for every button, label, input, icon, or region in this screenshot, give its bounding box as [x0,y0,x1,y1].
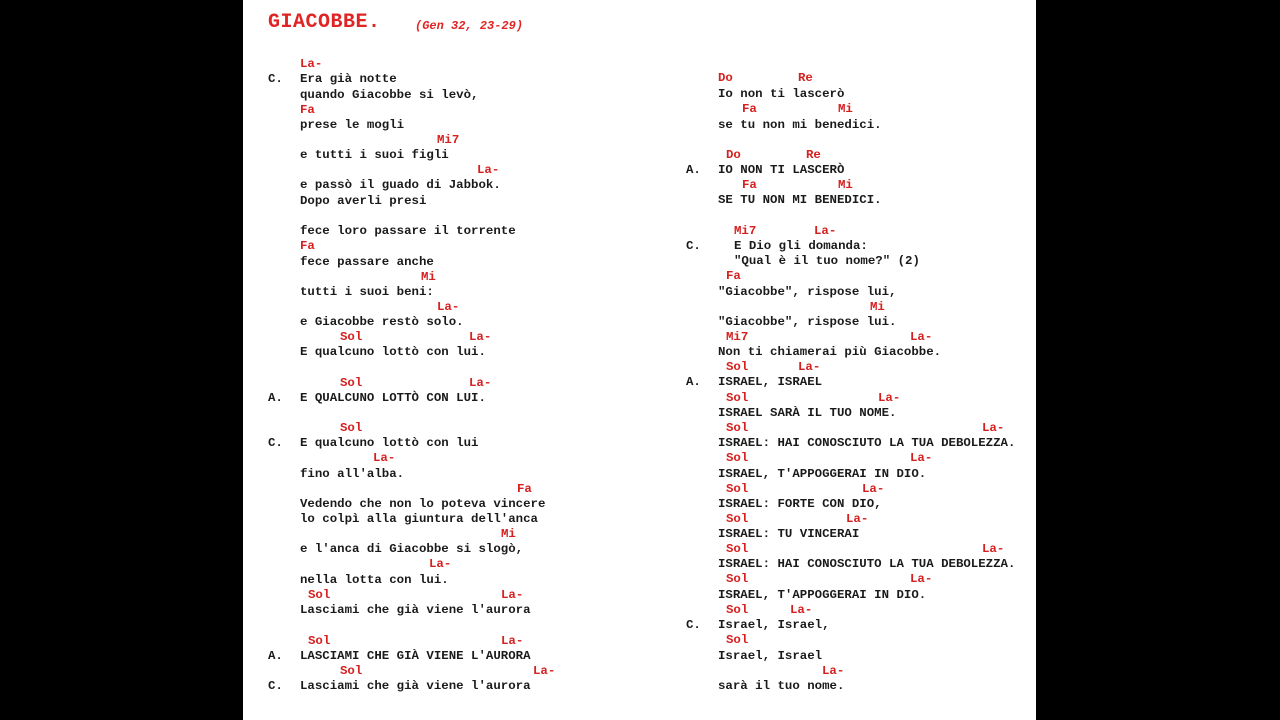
lyric-line: ISRAEL, ISRAEL [718,375,823,389]
lyric-line: se tu non mi benedici. [718,118,882,132]
chord-label: La- [878,391,901,405]
chord-label: Do [726,148,741,162]
lyric-line: Era già notte [300,72,397,86]
lyric-line: Israel, Israel, [718,618,830,632]
lyric-line: LASCIAMI CHE GIÀ VIENE L'AURORA [300,649,531,663]
chord-label: Sol [726,633,749,647]
chord-label: Re [806,148,821,162]
chord-label: Sol [340,421,363,435]
lyric-line: ISRAEL, T'APPOGGERAI IN DIO. [718,588,927,602]
chord-label: La- [469,330,492,344]
lyric-line: e l'anca di Giacobbe si slogò, [300,542,524,556]
chord-label: La- [846,512,869,526]
chord-label: Sol [726,542,749,556]
lyric-line: sarà il tuo nome. [718,679,845,693]
lyric-line: "Giacobbe", rispose lui, [718,285,897,299]
lyric-line: IO NON TI LASCERÒ [718,163,845,177]
chord-label: La- [501,588,524,602]
lyric-line: Lasciami che già viene l'aurora [300,603,531,617]
chord-label: La- [501,634,524,648]
chord-label: Fa [742,102,757,116]
chord-label: Mi [421,270,436,284]
chord-label: La- [429,557,452,571]
chord-label: Mi [870,300,885,314]
lyric-line: fece passare anche [300,255,434,269]
part-marker: A. [686,163,701,177]
lyric-line: ISRAEL: FORTE CON DIO, [718,497,882,511]
lyric-line: ISRAEL SARÀ IL TUO NOME. [718,406,897,420]
part-marker: C. [268,436,283,450]
chord-label: Sol [726,391,749,405]
part-marker: C. [686,618,701,632]
chord-label: Do [718,71,733,85]
lyric-line: Vedendo che non lo poteva vincere [300,497,546,511]
chord-label: La- [982,542,1005,556]
chord-label: Sol [726,360,749,374]
lyric-line: Lasciami che già viene l'aurora [300,679,531,693]
chord-label: La- [477,163,500,177]
chord-label: Sol [308,588,331,602]
chord-label: Fa [726,269,741,283]
lyric-line: "Giacobbe", rispose lui. [718,315,897,329]
chord-label: Sol [726,421,749,435]
lyric-line: "Qual è il tuo nome?" (2) [734,254,920,268]
bible-reference: (Gen 32, 23-29) [415,19,524,33]
lyric-line: E qualcuno lottò con lui [300,436,479,450]
song-sheet [243,0,1036,720]
lyric-line: e tutti i suoi figli [300,148,449,162]
chord-label: La- [910,330,933,344]
lyric-line: ISRAEL: HAI CONOSCIUTO LA TUA DEBOLEZZA. [718,436,1016,450]
lyric-line: Io non ti lascerò [718,87,845,101]
chord-label: Sol [726,572,749,586]
chord-label: La- [798,360,821,374]
lyric-line: lo colpì alla giuntura dell'anca [300,512,538,526]
chord-label: Fa [517,482,532,496]
chord-label: Fa [742,178,757,192]
chord-label: La- [469,376,492,390]
chord-label: Sol [340,664,363,678]
chord-label: Re [798,71,813,85]
chord-label: Sol [726,451,749,465]
chord-label: La- [814,224,837,238]
lyric-line: SE TU NON MI BENEDICI. [718,193,882,207]
lyric-line: Non ti chiamerai più Giacobbe. [718,345,942,359]
lyric-line: prese le mogli [300,118,405,132]
song-title: GIACOBBE. [268,11,381,34]
chord-label: La- [373,451,396,465]
lyric-line: E qualcuno lottò con lui. [300,345,486,359]
part-marker: A. [686,375,701,389]
lyric-line: fece loro passare il torrente [300,224,516,238]
chord-label: La- [822,664,845,678]
chord-label: Sol [726,512,749,526]
chord-label: Mi [501,527,516,541]
lyric-line: ISRAEL, T'APPOGGERAI IN DIO. [718,467,927,481]
lyric-line: quando Giacobbe si levò, [300,88,479,102]
chord-label: La- [300,57,323,71]
lyric-line: Israel, Israel [718,649,823,663]
lyric-line: e Giacobbe restò solo. [300,315,464,329]
lyric-line: ISRAEL: HAI CONOSCIUTO LA TUA DEBOLEZZA. [718,557,1016,571]
lyric-line: E QUALCUNO LOTTÒ CON LUI. [300,391,486,405]
chord-label: Mi7 [726,330,749,344]
chord-label: La- [910,572,933,586]
chord-label: Fa [300,239,315,253]
part-marker: A. [268,649,283,663]
part-marker: C. [268,679,283,693]
chord-label: Sol [308,634,331,648]
chord-label: Mi [838,178,853,192]
lyric-line: tutti i suoi beni: [300,285,434,299]
chord-label: Mi7 [437,133,460,147]
chord-label: Mi7 [734,224,757,238]
chord-label: Fa [300,103,315,117]
part-marker: C. [268,72,283,86]
part-marker: A. [268,391,283,405]
part-marker: C. [686,239,701,253]
chord-label: Sol [340,330,363,344]
lyric-line: ISRAEL: TU VINCERAI [718,527,860,541]
chord-label: La- [533,664,556,678]
chord-label: Sol [726,603,749,617]
lyric-line: fino all'alba. [300,467,405,481]
chord-label: La- [790,603,813,617]
chord-label: La- [910,451,933,465]
chord-label: La- [437,300,460,314]
lyric-line: nella lotta con lui. [300,573,449,587]
chord-label: La- [982,421,1005,435]
lyric-line: E Dio gli domanda: [734,239,868,253]
lyric-line: e passò il guado di Jabbok. [300,178,501,192]
lyric-line: Dopo averli presi [300,194,427,208]
chord-label: La- [862,482,885,496]
chord-label: Sol [340,376,363,390]
chord-label: Sol [726,482,749,496]
chord-label: Mi [838,102,853,116]
